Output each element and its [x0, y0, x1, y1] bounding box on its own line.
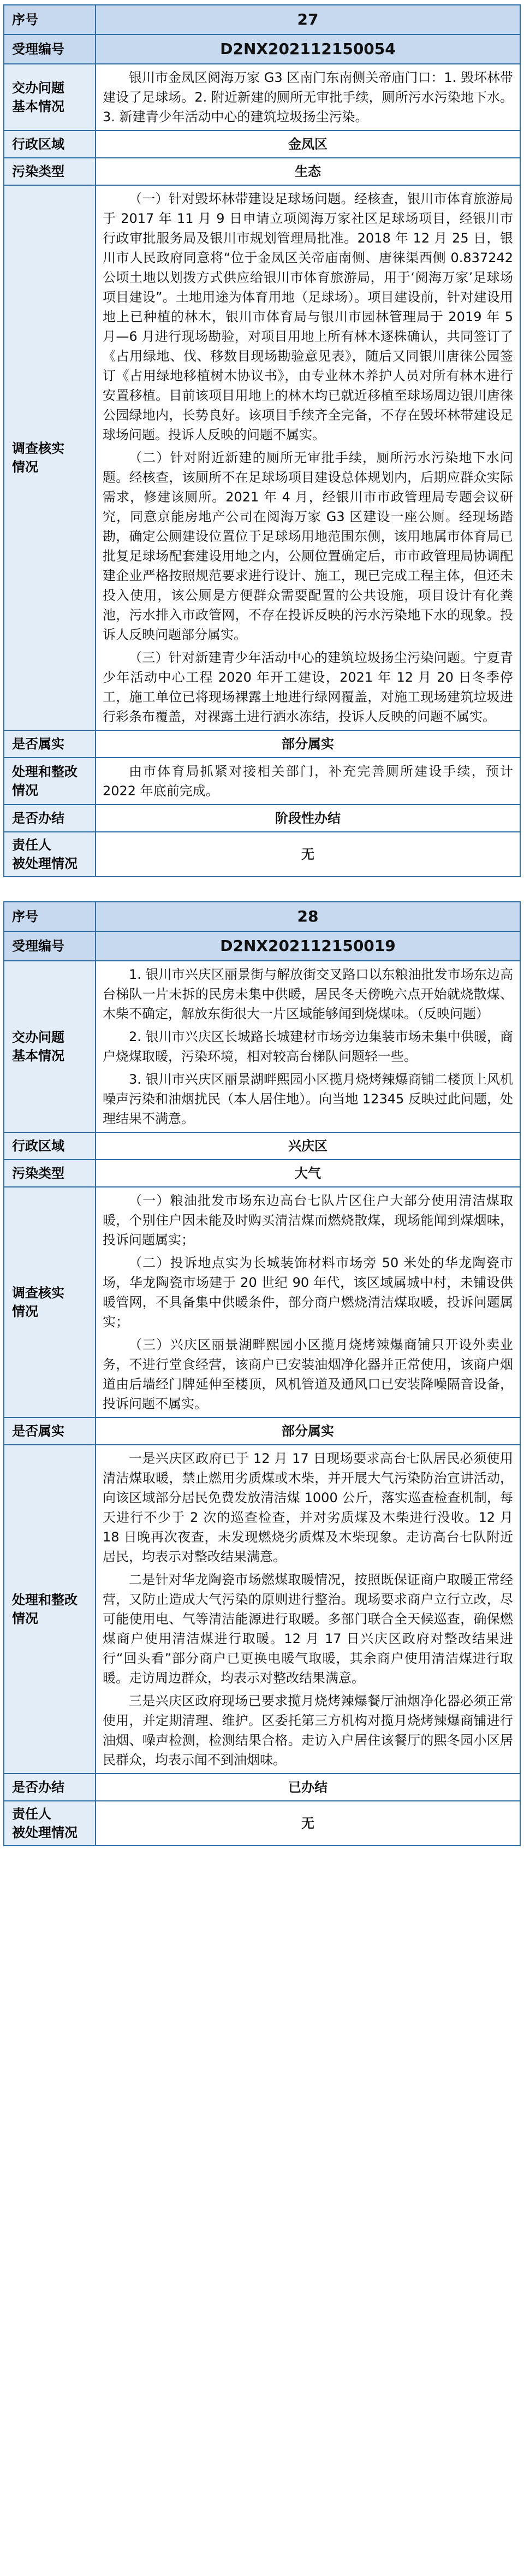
investigation-paragraph: （二）针对附近新建的厕所无审批手续，厕所污水污染地下水问题。经核查，该厕所不在足球场项目建设总体规划内，后期应群众实际需求，修建该厕所。2021 年 4 月，经银川市市政管理局专题会议研究，同意京能房地产公司在阅海万家 G3 区建设一座公厕。经现场踏勘，确定公厕建设位置位于足球场用地范围东侧，该用地属市体育局已批复足球场配套建设用地之内，公厕位置确定后，市市政管理局协调配建企业严格按照规范要求进行设计、施工，现已完成工程主体，但还未投入使用，该公厕是方便群众需要配置的公共设施，项目设计有化粪池，污水排入市政管网，不存在投诉反映的污水污染地下水的现象。投诉人反映问题部分属实。: [103, 450, 513, 642]
seq-value: 28: [96, 902, 520, 931]
row-seq: [4, 902, 520, 931]
verified-value: 部分属实: [96, 1417, 520, 1445]
label-accept-no: 受理编号: [4, 34, 96, 64]
row-investigation: [4, 1187, 520, 1417]
label-seq: 序号: [4, 5, 96, 34]
handling-paragraph: 二是针对华龙陶瓷市场燃煤取暖情况，按照既保证商户取暖正常经营，又防止造成大气污染的原则进行整治。现场要求商户立行立改，尽可能使用电、气等清洁能源进行取暖。多部门联合全天候巡查，确保燃煤商户使用清洁煤进行取暖。12 月 17 日兴庆区政府对整改结果进行“回头看”部分商户已更换电暖气取暖，其余商户使用清洁煤进行取暖。走访周边群众，均表示对整改结果满意。: [103, 1572, 513, 1686]
label-issue-text: 交办问题 基本情况: [12, 1030, 64, 1064]
issue-paragraph: 3. 银川市兴庆区丽景湖畔熙园小区揽月烧烤辣爆商铺二楼顶上风机噪声污染和油烟扰民（本人居住地）。向当地 12345 反映过此问题，处理结果不满意。: [103, 1072, 513, 1126]
issue-paragraph: 1. 银川市兴庆区丽景街与解放街交叉路口以东粮油批发市场东边高台梯队一片未拆的民房未集中供暖，居民冬天傍晚六点开始就烧散煤、木柴不确定，解放东街很大一片区域能够闻到烧煤味。（反映问题）: [103, 967, 513, 1021]
label-investigation-text: 调查核实 情况: [12, 1285, 64, 1319]
label-pollution: 污染类型: [4, 158, 96, 185]
row-issue: [4, 961, 520, 1132]
accountability-value: 阶段性办结: [96, 805, 520, 832]
row-region: [4, 1132, 520, 1160]
pollution-value: 生态: [96, 158, 520, 185]
label-responsible: [4, 832, 96, 877]
issue-paragraph: 2. 银川市兴庆区长城路长城建材市场旁边集装市场未集中供暖，商户烧煤取暖，污染环境，相对较高台梯队问题轻一些。: [103, 1029, 513, 1064]
verified-value: 部分属实: [96, 730, 520, 758]
investigation-value: [96, 1187, 520, 1417]
label-pollution: 污染类型: [4, 1160, 96, 1187]
label-accountability: 是否办结: [4, 1774, 96, 1801]
label-region: 行政区域: [4, 131, 96, 158]
row-accountability: [4, 1774, 520, 1801]
handling-value: [96, 1445, 520, 1774]
label-region: 行政区域: [4, 1132, 96, 1160]
row-handling: [4, 1445, 520, 1774]
responsible-value: 无: [96, 1801, 520, 1846]
handling-value: [96, 758, 520, 805]
label-handling-text: 处理和整改 情况: [12, 764, 78, 798]
label-seq: 序号: [4, 902, 96, 931]
region-value: 金凤区: [96, 131, 520, 158]
investigation-paragraph: （一）针对毁坏林带建设足球场问题。经核查，银川市体育旅游局于 2017 年 11 月 9 日申请立项阅海万家社区足球场项目，经银川市行政审批服务局及银川市规划管理局批准。2018 年 12 月 25 日，银川市人民政府同意将“位于金凤区关帝庙南侧、唐徕渠西侧 0.837242 公顷土地以划拨方式供应给银川市体育旅游局，用于‘阅海万家’足球场项目建设”。土地用途为体育用地（足球场）。项目建设前，针对建设用地上已种植的林木，银川市体育局与银川市园林管理局于 2019 年 5 月—6 月进行现场勘验，对项目用地上所有林木逐株确认，共同签订了《占用绿地、伐、移数目现场勘验意见表》，随后又同银川唐徕公园签订《占用绿地移植树木协议书》，由专业林木养护人员对所有林木进行安置移植。目前该项目用地上的林木均已就近移植至球场周边银川唐徕公园绿地内，长势良好。该项目手续齐全完备，不存在毁坏林带建设足球场问题。投诉人反映的问题不属实。: [103, 191, 513, 442]
region-value: 兴庆区: [96, 1132, 520, 1160]
accountability-value: 已办结: [96, 1774, 520, 1801]
issue-value: [96, 64, 520, 131]
record-table: [3, 901, 521, 1846]
row-investigation: [4, 185, 520, 730]
row-issue: [4, 64, 520, 131]
row-pollution: [4, 158, 520, 185]
handling-paragraph: 一是兴庆区政府已于 12 月 17 日现场要求高台七队居民必须使用清洁煤取暖，禁止燃用劣质煤或木柴，并开展大气污染防治宣讲活动，向该区域部分居民免费发放清洁煤 1000 公斤，落实巡查检查机制，每天进行不少于 2 次的巡查检查，并对劣质煤及木柴进行没收。12 月 18 日晚再次夜查，未发现燃烧劣质煤及木柴现象。走访高台七队附近居民，均表示对整改结果满意。: [103, 1451, 513, 1564]
label-verified: 是否属实: [4, 730, 96, 758]
label-responsible-text: 责任人 被处理情况: [12, 1806, 78, 1840]
issue-paragraph: 银川市金凤区阅海万家 G3 区南门东南侧关帝庙门口：1. 毁坏林带建设了足球场。2. 附近新建的厕所无审批手续，厕所污水污染地下水。3. 新建青少年活动中心的建筑垃圾扬尘污染。: [103, 70, 513, 125]
row-verified: [4, 730, 520, 758]
label-verified: 是否属实: [4, 1417, 96, 1445]
investigation-value: [96, 185, 520, 730]
investigation-paragraph: （三）兴庆区丽景湖畔熙园小区揽月烧烤辣爆商铺只开设外卖业务，不进行堂食经营，该商户已安装油烟净化器并正常使用，该商户烟道由后墙经门牌延伸至楼顶，风机管道及通风口已安装降噪隔音设备，投诉问题不属实。: [103, 1337, 513, 1411]
row-region: [4, 131, 520, 158]
record-spacer: [0, 877, 524, 901]
label-issue: [4, 961, 96, 1132]
label-investigation-text: 调查核实 情况: [12, 441, 64, 475]
record-table: [3, 4, 521, 877]
seq-value: 27: [96, 5, 520, 34]
label-investigation: [4, 1187, 96, 1417]
label-handling: [4, 1445, 96, 1774]
row-responsible: [4, 1801, 520, 1846]
accept-no-value: D2NX202112150019: [96, 931, 520, 961]
label-investigation: [4, 185, 96, 730]
handling-paragraph: 三是兴庆区政府现场已要求揽月烧烤辣爆餐厅油烟净化器必须正常使用，并定期清理、维护。区委托第三方机构对揽月烧烤辣爆商铺进行油烟、噪声检测，检测结果合格。走访入户居住该餐厅的熙冬园小区居民群众，均表示闻不到油烟味。: [103, 1693, 513, 1768]
label-accept-no: 受理编号: [4, 931, 96, 961]
responsible-value: 无: [96, 832, 520, 877]
row-verified: [4, 1417, 520, 1445]
pollution-value: 大气: [96, 1160, 520, 1187]
row-handling: [4, 758, 520, 805]
label-responsible: [4, 1801, 96, 1846]
handling-paragraph: 由市体育局抓紧对接相关部门，补充完善厕所建设手续，预计 2022 年底前完成。: [103, 764, 513, 799]
label-handling: [4, 758, 96, 805]
label-handling-text: 处理和整改 情况: [12, 1592, 78, 1626]
investigation-paragraph: （一）粮油批发市场东边高台七队片区住户大部分使用清洁煤取暖，个别住户因未能及时购买清洁煤而燃烧散煤，现场能闻到煤烟味，投诉问题属实；: [103, 1193, 513, 1248]
row-responsible: [4, 832, 520, 877]
row-accountability: [4, 805, 520, 832]
row-accept-no: [4, 931, 520, 961]
label-issue-text: 交办问题 基本情况: [12, 80, 64, 114]
investigation-paragraph: （三）针对新建青少年活动中心的建筑垃圾扬尘污染问题。宁夏青少年活动中心工程 2020 年开工建设，2021 年 12 月 20 日冬季停工，施工单位已将现场裸露土地进行绿网覆盖，对施工现场建筑垃圾进行彩条布覆盖，对裸露土进行洒水冻结，投诉人反映的问题不属实。: [103, 650, 513, 724]
row-pollution: [4, 1160, 520, 1187]
row-seq: [4, 5, 520, 34]
issue-value: [96, 961, 520, 1132]
label-responsible-text: 责任人 被处理情况: [12, 837, 78, 871]
row-accept-no: [4, 34, 520, 64]
investigation-paragraph: （二）投诉地点实为长城装饰材料市场旁 50 米处的华龙陶瓷市场，华龙陶瓷市场建于 20 世纪 90 年代，该区域属城中村，未铺设供暖管网，不具备集中供暖条件，部分商户燃烧清洁煤取暖，投诉问题属实；: [103, 1255, 513, 1330]
label-accountability: 是否办结: [4, 805, 96, 832]
accept-no-value: D2NX202112150054: [96, 34, 520, 64]
label-issue: [4, 64, 96, 131]
